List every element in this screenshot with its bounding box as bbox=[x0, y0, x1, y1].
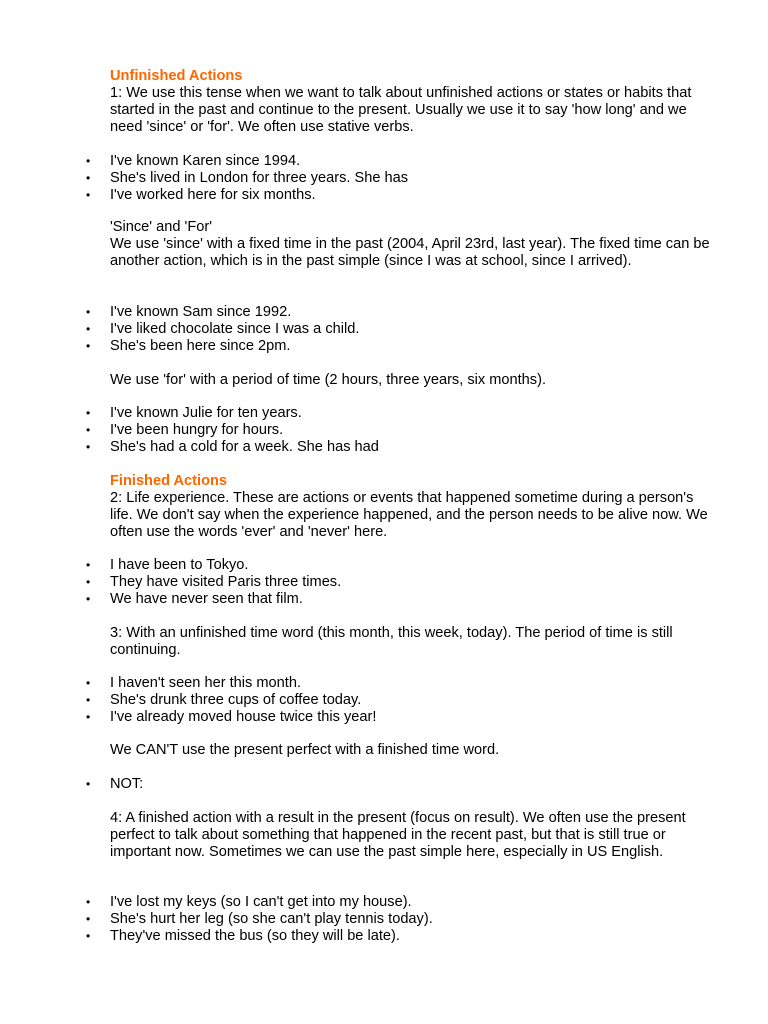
list-item: • I've known Karen since 1994. bbox=[86, 153, 301, 169]
bullet-icon: • bbox=[86, 171, 91, 185]
list-item: • I've known Julie for ten years. bbox=[86, 405, 302, 421]
list-item: • I haven't seen her this month. bbox=[86, 675, 301, 691]
bullet-icon: • bbox=[86, 305, 91, 319]
bullet-list-finished-4 bbox=[86, 894, 720, 945]
list-item: • I've already moved house twice this year! bbox=[86, 709, 377, 725]
bullet-icon: • bbox=[86, 912, 91, 926]
bullet-icon: • bbox=[86, 592, 91, 606]
bullet-icon: • bbox=[86, 710, 91, 724]
bullet-list-unfinished-3 bbox=[86, 405, 720, 456]
subheading-since-and-for: 'Since' and 'For' bbox=[110, 219, 212, 235]
paragraph-since: We use 'since' with a fixed time in the past (2004, April 23rd, last year). The fixed time can be another action, which is in the past simple (since I was at school, since I arrived). bbox=[110, 236, 710, 269]
bullet-icon: • bbox=[86, 339, 91, 353]
bullet-icon: • bbox=[86, 676, 91, 690]
bullet-icon: • bbox=[86, 575, 91, 589]
list-item: • I have been to Tokyo. bbox=[86, 557, 249, 573]
bullet-list-unfinished-1 bbox=[86, 153, 720, 204]
bullet-icon: • bbox=[86, 693, 91, 707]
list-item: • I've been hungry for hours. bbox=[86, 422, 284, 438]
heading-finished-actions: Finished Actions bbox=[110, 473, 228, 489]
bullet-icon: • bbox=[86, 558, 91, 572]
list-item: • I've worked here for six months. bbox=[86, 187, 316, 203]
list-item: • She's had a cold for a week. She has had bbox=[86, 439, 379, 455]
bullet-icon: • bbox=[86, 154, 91, 168]
paragraph-finished-intro: 2: Life experience. These are actions or events that happened sometime during a person's life. We don't say when the experience happened, and the person needs to be alive now. We often use the words 'ever' and 'never' here. bbox=[110, 490, 708, 540]
bullet-icon: • bbox=[86, 777, 91, 791]
list-item: • They've missed the bus (so they will be late). bbox=[86, 928, 400, 944]
heading-unfinished-actions: Unfinished Actions bbox=[110, 68, 243, 84]
paragraph-finished-result: 4: A finished action with a result in the present (focus on result). We often use the present perfect to talk about something that happened in the recent past, but that is still true or important now. Sometimes we can use the past simple here, especially in US English. bbox=[110, 810, 686, 860]
bullet-icon: • bbox=[86, 406, 91, 420]
bullet-icon: • bbox=[86, 188, 91, 202]
list-item: • NOT: bbox=[86, 776, 144, 792]
list-item: • I've lost my keys (so I can't get into my house). bbox=[86, 894, 412, 910]
list-item: • They have visited Paris three times. bbox=[86, 574, 342, 590]
list-item: • I've liked chocolate since I was a child. bbox=[86, 321, 360, 337]
bullet-icon: • bbox=[86, 423, 91, 437]
bullet-icon: • bbox=[86, 929, 91, 943]
list-item: • She's lived in London for three years. She has bbox=[86, 170, 409, 186]
bullet-icon: • bbox=[86, 895, 91, 909]
paragraph-cant-use: We CAN'T use the present perfect with a finished time word. bbox=[110, 742, 500, 758]
bullet-list-finished-2 bbox=[86, 675, 720, 726]
bullet-icon: • bbox=[86, 440, 91, 454]
paragraph-for: We use 'for' with a period of time (2 hours, three years, six months). bbox=[110, 372, 546, 388]
list-item: • I've known Sam since 1992. bbox=[86, 304, 292, 320]
list-item: • We have never seen that film. bbox=[86, 591, 303, 607]
bullet-icon: • bbox=[86, 322, 91, 336]
bullet-list-finished-3 bbox=[86, 776, 720, 793]
bullet-list-unfinished-2 bbox=[86, 304, 720, 355]
bullet-list-finished-1 bbox=[86, 557, 720, 608]
list-item: • She's been here since 2pm. bbox=[86, 338, 291, 354]
list-item: • She's drunk three cups of coffee today. bbox=[86, 692, 362, 708]
paragraph-unfinished-intro: 1: We use this tense when we want to talk about unfinished actions or states or habits that started in the past and continue to the present. Usually we use it to say 'how long' and we need 'since' or 'for'. We often use stative verbs. bbox=[110, 85, 692, 135]
paragraph-unfinished-time-word: 3: With an unfinished time word (this month, this week, today). The period of time is still continuing. bbox=[110, 625, 673, 658]
list-item: • She's hurt her leg (so she can't play tennis today). bbox=[86, 911, 433, 927]
